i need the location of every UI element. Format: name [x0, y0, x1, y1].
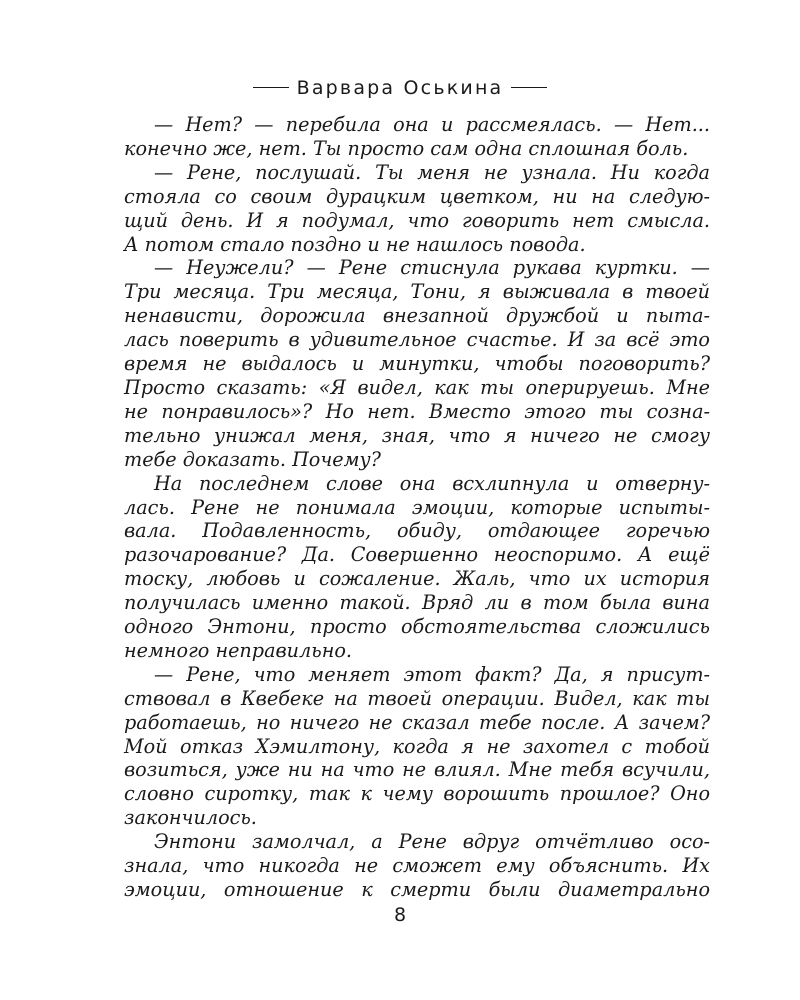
page-number: 8	[393, 904, 407, 926]
header-author: Варвара Оськина	[296, 77, 504, 99]
text-line: лась поверить в удивительное счастье. И за всё это	[124, 328, 710, 352]
text-line: ствовал в Квебеке на твоей операции. Видел, как ты	[124, 686, 710, 710]
running-head	[0, 76, 800, 100]
text-line: ненависти, дорожила внезапной дружбой и пыта-	[124, 304, 710, 328]
text-line: Просто сказать: «Я видел, как ты оперируешь. Мне	[124, 375, 710, 399]
header-rule-right	[511, 87, 547, 88]
text-line: конечно же, нет. Ты просто сам одна сплошная боль.	[124, 136, 689, 160]
text-line: — Нет? — перебила она и рассмеялась. — Нет...	[154, 113, 710, 136]
text-line: Энтони замолчал, а Рене вдруг отчётливо осо-	[154, 830, 710, 854]
text-line: лась. Рене не понимала эмоции, которые испыты-	[124, 495, 710, 519]
text-line: Три месяца. Три месяца, Тони, я выживала в твоей	[124, 280, 710, 304]
text-line: — Рене, послушай. Ты меня не узнала. Ни когда	[154, 160, 710, 184]
body-text	[124, 113, 710, 902]
header-rule-left	[253, 87, 289, 88]
text-line: тельно унижал меня, зная, что я ничего не смогу	[124, 423, 710, 447]
text-line: получилась именно такой. Вряд ли в том была вина	[124, 591, 710, 615]
text-line: тоску, любовь и сожаление. Жаль, что их история	[124, 567, 710, 591]
text-line: закончилось.	[124, 806, 257, 830]
text-line: работаешь, но ничего не сказал тебе после. А зачем?	[124, 710, 710, 734]
text-line: разочарование? Да. Совершенно неоспоримо. А ещё	[124, 543, 710, 567]
text-line: немного неправильно.	[124, 638, 352, 662]
text-line: На последнем слове она всхлипнула и отверну-	[154, 471, 710, 495]
text-line: — Неужели? — Рене стиснула рукава куртки. —	[154, 256, 710, 280]
text-line: А потом стало поздно и не нашлось повода.	[124, 232, 586, 256]
text-line: эмоции, отношение к смерти были диаметрально	[124, 878, 710, 901]
text-line: время не выдалось и минутки, чтобы поговорить?	[124, 352, 710, 376]
text-line: знала, что никогда не сможет ему объяснить. Их	[124, 854, 710, 878]
text-line: словно сиротку, так к чему ворошить прошлое? Оно	[124, 782, 710, 806]
text-line: не понравилось»? Но нет. Вместо этого ты созна-	[124, 399, 710, 423]
text-line: вала. Подавленность, обиду, отдающее горечью	[124, 519, 710, 543]
text-line: — Рене, что меняет этот факт? Да, я присут-	[154, 662, 710, 686]
text-line: возиться, уже ни на что не влиял. Мне тебя всучили,	[124, 758, 710, 782]
text-line: стояла со своим дурацким цветком, ни на следую-	[124, 184, 710, 208]
text-line: одного Энтони, просто обстоятельства сложились	[124, 615, 710, 639]
text-line: щий день. И я подумал, что говорить нет смысла.	[124, 208, 710, 232]
text-line: Мой отказ Хэмилтону, когда я не захотел с тобой	[124, 734, 710, 758]
text-line: тебе доказать. Почему?	[124, 447, 381, 471]
